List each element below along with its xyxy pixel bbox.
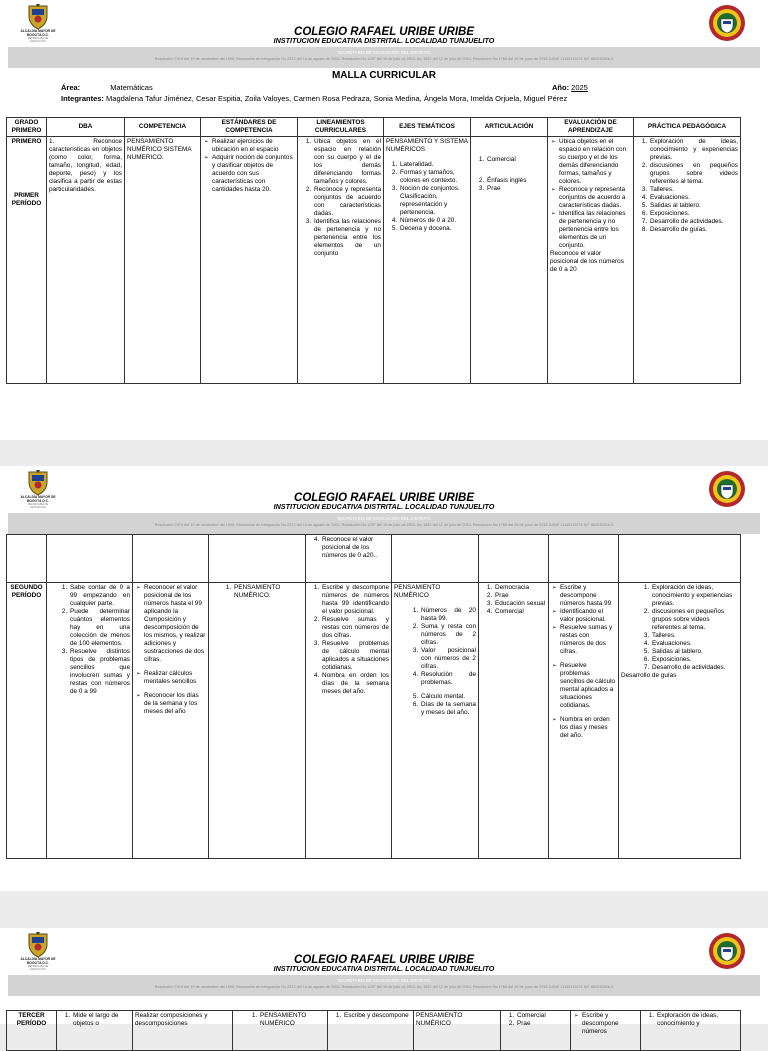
competencia-cell	[133, 583, 209, 859]
periodo-label: TERCER PERÍODO	[7, 1011, 57, 1051]
list-item: ➢ Reconoce y representa conjuntos de acuerdo a características dadas.	[559, 186, 631, 210]
ejes-cell	[392, 583, 479, 859]
list-item: 2. discusiones en pequeños grupos sobre videos referentes al tema.	[649, 162, 738, 186]
area-value: Matemáticas	[110, 83, 153, 92]
list-item: 1. Exploración de ideas, conocimiento y	[656, 1012, 738, 1028]
col-header-practica: PRÁCTICA PEDAGÓGICA	[634, 118, 741, 137]
col-header-grado: GRADO PRIMERO	[7, 118, 47, 137]
school-seal-icon	[708, 470, 746, 508]
table-row	[7, 1011, 741, 1051]
page-header	[0, 466, 768, 534]
ejes-cell: PENSAMIENTO NUMÉRICO	[414, 1011, 501, 1051]
school-subtitle: INSTITUCION EDUCATIVA DISTRITAL. LOCALIDAD TUNJUELITO	[273, 502, 495, 511]
table-row	[7, 137, 741, 384]
school-subtitle: INSTITUCION EDUCATIVA DISTRITAL. LOCALIDAD TUNJUELITO	[273, 36, 495, 45]
list-item: 4. Evaluaciones.	[651, 640, 738, 648]
empty-cell	[7, 535, 47, 583]
resolution-band	[8, 513, 760, 534]
page-header	[0, 0, 768, 68]
list-item: ➢ Escribe y descompone números hasta 99	[560, 584, 616, 608]
practica-cell	[619, 583, 741, 859]
list-item: ➢ Escribe y descompone números	[582, 1012, 638, 1036]
dba-cell	[47, 583, 133, 859]
practica-extra: Desarrollo de guías	[621, 672, 677, 679]
list-item: 7. Desarrollo de actividades.	[649, 218, 738, 226]
list-item: 4. Nombra en orden los días de la semana meses del año.	[321, 672, 389, 696]
evaluacion-cell	[549, 583, 619, 859]
list-item: ➢ Realizar ejercicios de ubicación en el espacio	[212, 138, 295, 154]
lineamientos-continuation-cell	[306, 535, 392, 583]
empty-cell	[133, 535, 209, 583]
articulacion-cell	[479, 583, 549, 859]
list-item: ➢ Ubica objetos en el espacio en relación con su cuerpo y el de los demás diferenciando formas, tamaños y colores.	[559, 138, 631, 186]
crest-text: ALCALDÍA MAYOR DE BOGOTÁ D.C.	[20, 957, 56, 965]
grado-period-cell	[7, 137, 47, 384]
col-header-competencia: COMPETENCIA	[125, 118, 201, 137]
list-item: 8. Desarrollo de guías.	[649, 226, 738, 234]
estandares-cell	[201, 137, 298, 384]
table-header-row	[7, 118, 741, 137]
list-item: 1. Mide el largo de objetos o	[72, 1012, 130, 1028]
document-page-3	[0, 928, 768, 1035]
list-item: 6. Exposiciones.	[651, 656, 738, 664]
list-item: 3. Identifica las relaciones de pertenencia y no pertenencia entre los elementos de un conjunto	[313, 218, 381, 258]
list-item: ➢ Identifica las relaciones de pertenencia y no pertenencia entre los elementos de un conjunto.	[559, 210, 631, 250]
document-page-2	[0, 466, 768, 891]
list-item: 2. Énfasis inglés	[486, 177, 545, 185]
list-item: 1. Democracia	[494, 584, 546, 592]
list-item: 1. Exploración de ideas, conocimiento y experiencias previas.	[649, 138, 738, 162]
list-item: 1. Números de 20 hasta 99.	[420, 607, 476, 623]
estandares-cell	[233, 1011, 328, 1051]
list-item: 5. Cálculo mental.	[420, 693, 476, 701]
evaluacion-cell	[571, 1011, 641, 1051]
list-item: 4. Números de 0 a 20.	[399, 217, 468, 225]
list-item: 5. Salidas al tablero.	[651, 648, 738, 656]
list-item: 1. Ubica objetos en el espacio en relación con su cuerpo y el de los demás diferenciando formas tamaños y colores.	[313, 138, 381, 186]
list-item: ➢ Realizar cálculos mentales sencillos	[144, 670, 206, 686]
band-secretaria: SECRETARIA DE EDUCACIÓN DEL DISTRITO	[337, 978, 431, 983]
lineamientos-cell	[328, 1011, 414, 1051]
band-resolutions: Resolución 7474 del 19 de noviembre del 1998, Resolución de Integración No 2372 del 14 de agosto de 2002, Resolución No 1297 del 16 de julio de 2013, ley 1651 del 12 de julio de 2013, Resolución No 1768 del 26 de junio de 2018 DANE 11100112274 NIT 860532506-3	[154, 985, 614, 989]
curriculum-table-page3	[6, 1010, 741, 1051]
list-item: 1. Sabe contar de 0 a 99 empezando en cualquier parte.	[69, 584, 130, 608]
table-row	[7, 535, 741, 583]
list-item: 2. Suma y resta con números de 2 cifras.	[420, 623, 476, 647]
school-seal-icon	[708, 4, 746, 42]
list-item: 1. Escribe y descompone	[343, 1012, 411, 1020]
school-title: COLEGIO RAFAEL URIBE URIBE	[294, 492, 474, 504]
integrantes-label: Integrantes:	[61, 94, 104, 103]
list-item: ➢ Reconocer el valor posicional de los números hasta el 99 aplicando la Composición y descomposición de los mismos, y realizar adiciones y sustracciones de dos cifras.	[144, 584, 206, 664]
ejes-heading: PENSAMIENTO NUMÉRICO	[394, 584, 441, 599]
lineamientos-cell	[306, 583, 392, 859]
crest-subtext: SECRETARÍA DE EDUCACIÓN	[27, 503, 49, 510]
list-item: 1. Comercial	[516, 1012, 568, 1020]
crest-text: ALCALDÍA MAYOR DE BOGOTÁ D.C.	[20, 29, 56, 37]
list-item: 3. Educación sexual	[494, 600, 546, 608]
school-title: COLEGIO RAFAEL URIBE URIBE	[294, 954, 474, 966]
list-item: 1. Lateralidad.	[399, 161, 468, 169]
list-item: 2. discusiones en pequeños grupos sobre videos referentes al tema.	[651, 608, 738, 632]
list-item: 1. Comercial	[486, 156, 545, 164]
band-secretaria: SECRETARIA DE EDUCACIÓN DEL DISTRITO	[337, 50, 431, 55]
document-page-1	[0, 0, 768, 440]
competencia-cell: Realizar composiciones y descomposiciones	[133, 1011, 233, 1051]
list-item: 5. Salidas al tablero.	[649, 202, 738, 210]
list-item: ➢ Reconocer los días de la semana y los meses del año	[144, 692, 206, 716]
dba-cell: 1. Reconoce características en objetos (como color, forma, tamaño, longitud, edad, deporte, peso) y los clasifica a partir de estas particularidades.	[47, 137, 125, 384]
list-item: 5. Decena y docena.	[399, 225, 468, 233]
list-item: 2. Reconoce y representa conjuntos de acuerdo con características dadas.	[313, 186, 381, 218]
empty-cell	[619, 535, 741, 583]
competencia-cell: PENSAMIENTO NUMÉRICO SISTEMA NUMERICO.	[125, 137, 201, 384]
integrantes-value: Magdalena Tafur Jiménez, Cesar Espitia, Zoila Valoyes, Carmen Rosa Pedraza, Sonia Medina, Ángela Mora, Imelda Orjuela, Miguel Pérez	[106, 94, 568, 103]
resolution-band	[8, 47, 760, 68]
area-label: Área:	[61, 83, 81, 92]
area-line	[61, 83, 153, 92]
integrantes-line	[61, 94, 567, 103]
year-value: 2025	[571, 83, 588, 92]
list-item: 4. Evaluaciones.	[649, 194, 738, 202]
list-item: 2. Prae	[516, 1020, 568, 1028]
list-item: 3. Talleres.	[651, 632, 738, 640]
dba-cell	[57, 1011, 133, 1051]
list-item: ➢ Identificando el valor posicional.	[560, 608, 616, 624]
list-item: ➢ Resuelve sumas y restas con números de dos cifras.	[560, 624, 616, 656]
list-item: 3. Valor posicional con números de 2 cifras.	[420, 647, 476, 671]
empty-cell	[392, 535, 479, 583]
empty-cell	[479, 535, 549, 583]
crest-text: ALCALDÍA MAYOR DE BOGOTÁ D.C.	[20, 495, 56, 503]
list-item: ➢ Nombra en orden los días y meses del año.	[560, 716, 616, 740]
list-item: 1. PENSAMIENTO NUMÉRICO.	[233, 584, 303, 600]
list-item: 1. PENSAMIENTO NUMÉRICO	[259, 1012, 325, 1028]
periodo-label: SEGUNDO PERÍODO	[7, 583, 47, 859]
empty-cell	[47, 535, 133, 583]
ejes-heading: PENSAMIENTO Y SISTEMA NUMÉRICOS	[386, 138, 468, 153]
list-item: 7. Desarrollo de actividades.	[651, 664, 738, 672]
list-item: 6. Exposiciones.	[649, 210, 738, 218]
evaluacion-extra: Reconoce el valor posicional de los números de 0 a 20	[550, 250, 624, 273]
evaluacion-cell	[548, 137, 634, 384]
list-item: 2. Formas y tamaños, colores en contexto.	[399, 169, 468, 185]
ejes-cell	[384, 137, 471, 384]
list-item: 2. Puede determinar cuántos elementos hay en una colección de menos de 100 elementos.	[69, 608, 130, 648]
band-resolutions: Resolución 7474 del 19 de noviembre del 1998, Resolución de Integración No 2372 del 14 de agosto de 2002, Resolución No 1297 del 16 de julio de 2013, ley 1651 del 12 de julio de 2013, Resolución No 1768 del 26 de junio de 2018 DANE 11100112274 NIT 860532506-3	[154, 523, 614, 527]
school-seal-icon	[708, 932, 746, 970]
list-item: 4. Comercial	[494, 608, 546, 616]
col-header-ejes: EJES TEMÁTICOS	[384, 118, 471, 137]
practica-cell	[641, 1011, 741, 1051]
list-item: 1. Escribe y descompone números de números hasta 99 identificando el valor posicional.	[321, 584, 389, 616]
practica-cell	[634, 137, 741, 384]
curriculum-table-page1	[6, 117, 741, 384]
col-header-dba: DBA	[47, 118, 125, 137]
list-item: 4. Reconoce el valor posicional de los números de 0 a20..	[321, 536, 389, 560]
list-item: 3. Resuelve problemas de cálculo mental aplicados a situaciones cotidianas.	[321, 640, 389, 672]
lineamientos-cell	[298, 137, 384, 384]
col-header-evaluacion: EVALUACIÓN DE APRENDIZAJE	[548, 118, 634, 137]
list-item: 3. Noción de conjuntos. Clasificación, representación y pertenencia.	[399, 185, 468, 217]
estandares-cell	[209, 583, 306, 859]
grado-label: PRIMERO	[11, 138, 42, 145]
articulacion-cell	[471, 137, 548, 384]
col-header-lineamientos: LINEAMIENTOS CURRICULARES	[298, 118, 384, 137]
year-label: Año:	[552, 83, 570, 92]
list-item: 2. Resuelve sumas y restas con números de dos cifras.	[321, 616, 389, 640]
list-item: ➢ Adquirir noción de conjuntos y clasificar objetos de acuerdo con sus características con cantidades hasta 20.	[212, 154, 295, 194]
table-row	[7, 583, 741, 859]
list-item: 1. Exploración de ideas, conocimiento y experiencias previas.	[651, 584, 738, 608]
col-header-estandares: ESTÁNDARES DE COMPETENCIA	[201, 118, 298, 137]
curriculum-table-page2	[6, 534, 741, 859]
empty-cell	[549, 535, 619, 583]
resolution-band	[8, 975, 760, 996]
crest-subtext: SECRETARÍA DE EDUCACIÓN	[27, 965, 49, 972]
band-secretaria: SECRETARIA DE EDUCACIÓN DEL DISTRITO	[337, 516, 431, 521]
articulacion-cell	[501, 1011, 571, 1051]
list-item: 3. Prae	[486, 185, 545, 193]
crest-subtext: SECRETARÍA DE EDUCACIÓN	[27, 37, 49, 44]
malla-title: MALLA CURRICULAR	[331, 70, 437, 81]
list-item: 6. Días de la semana y meses del año.	[420, 701, 476, 717]
list-item: 4. Resolución de problemas.	[420, 671, 476, 687]
list-item: 3. Talleres.	[649, 186, 738, 194]
col-header-articulacion: ARTICULACIÓN	[471, 118, 548, 137]
school-title: COLEGIO RAFAEL URIBE URIBE	[294, 26, 474, 38]
list-item: ➢ Resuelve problemas sencillos de cálculo mental aplicados a situaciones cotidianas.	[560, 662, 616, 710]
empty-cell	[209, 535, 306, 583]
school-subtitle: INSTITUCION EDUCATIVA DISTRITAL. LOCALIDAD TUNJUELITO	[273, 964, 495, 973]
year-line	[552, 83, 588, 92]
periodo-label: PRIMER PERÍODO	[11, 192, 42, 207]
list-item: 2. Prae	[494, 592, 546, 600]
band-resolutions: Resolución 7474 del 19 de noviembre del 1998, Resolución de Integración No 2372 del 14 de agosto de 2002, Resolución No 1297 del 16 de julio de 2013, ley 1651 del 12 de julio de 2013, Resolución No 1768 del 26 de junio de 2018 DANE 11100112274 NIT 860532506-3	[154, 57, 614, 61]
page-header	[0, 928, 768, 996]
list-item: 3. Resuelve distintos tipos de problemas sencillos que involucren sumas y restas con números de 0 a 99	[69, 648, 130, 696]
